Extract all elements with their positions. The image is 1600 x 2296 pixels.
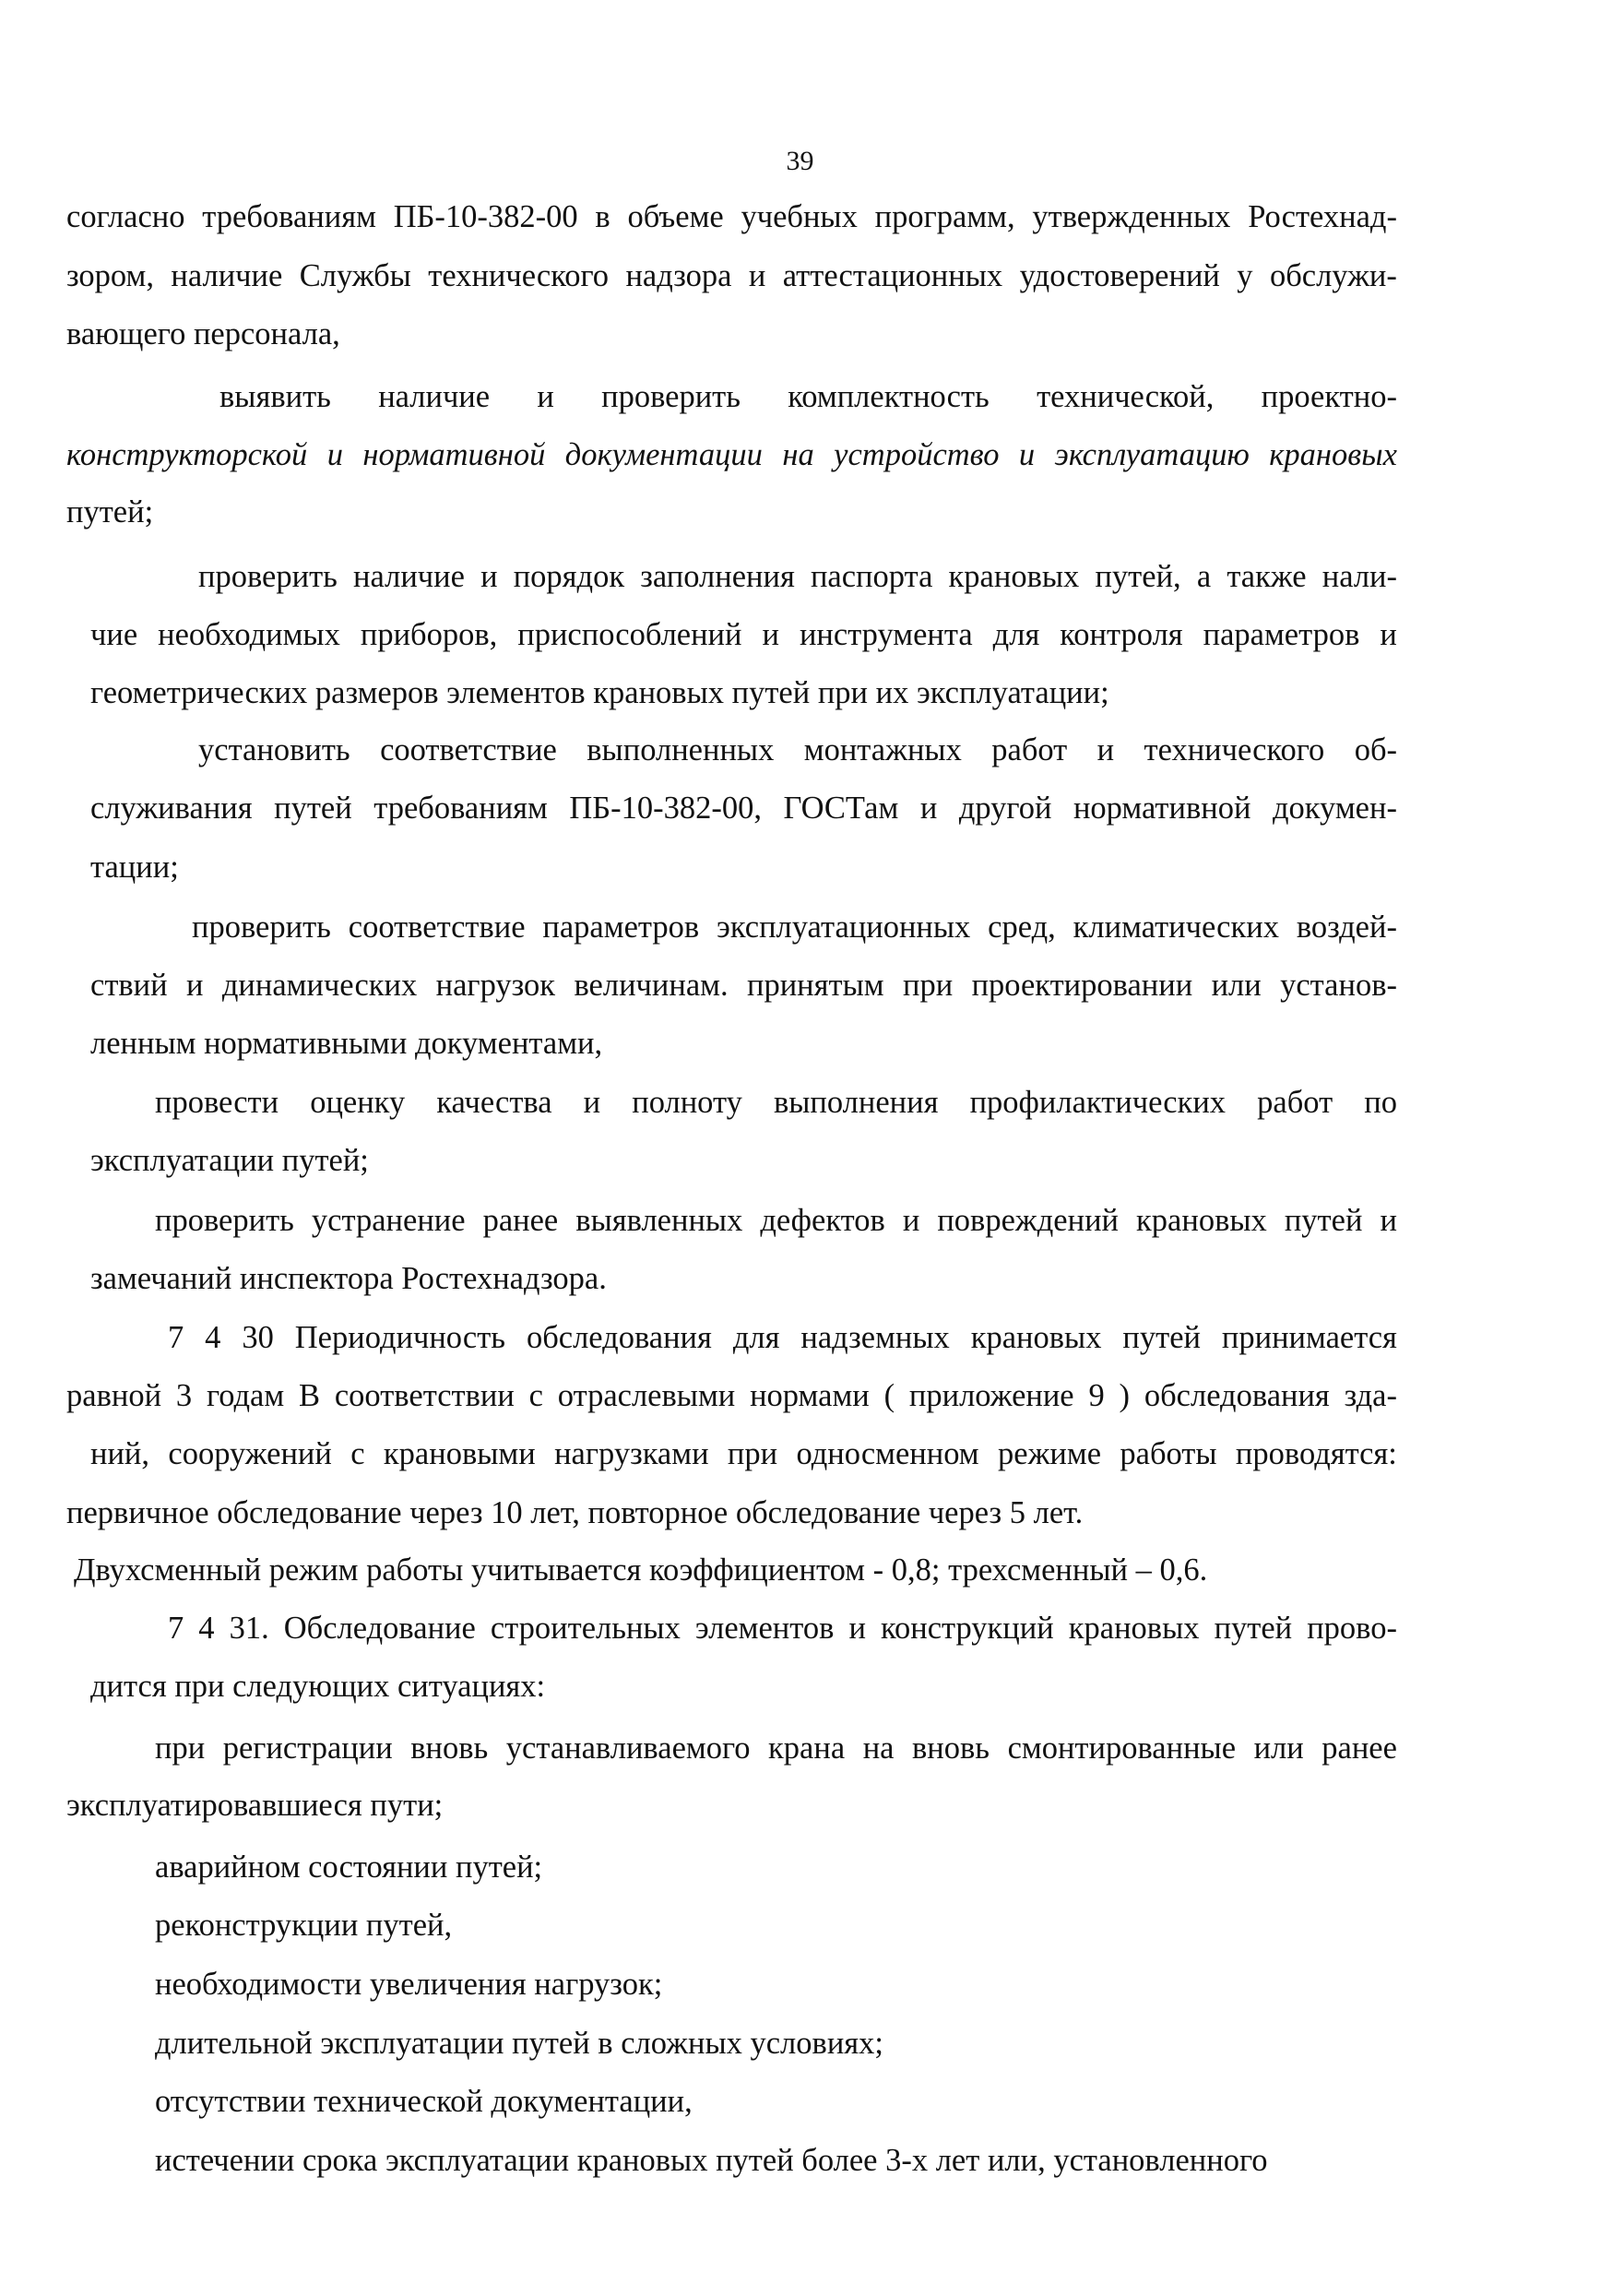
word: установ- <box>1280 968 1397 1003</box>
word: путей <box>1284 1203 1363 1238</box>
word: докумен- <box>1272 791 1397 826</box>
word: 4 <box>198 1611 215 1646</box>
text-line: ленным нормативными документами, <box>90 1026 603 1061</box>
text-line <box>90 790 1397 827</box>
word: Обследование <box>283 1611 476 1646</box>
word: надземных <box>800 1320 950 1355</box>
word: работы <box>1120 1436 1217 1471</box>
word: надзора <box>625 258 732 293</box>
word: односменном <box>796 1436 979 1471</box>
word: 9 <box>1088 1378 1105 1413</box>
word: путей, <box>1095 559 1181 594</box>
word: и <box>1380 617 1397 652</box>
text-line <box>155 1730 1397 1767</box>
word: путей <box>1122 1320 1201 1355</box>
word: выполнения <box>773 1085 939 1120</box>
text-line <box>90 1435 1397 1472</box>
word: и <box>583 1085 601 1120</box>
word: и <box>326 437 343 472</box>
word: режиме <box>998 1436 1102 1471</box>
word: ствий <box>90 968 168 1003</box>
word: величинам. <box>574 968 729 1003</box>
word: крановых <box>1136 1203 1267 1238</box>
word: путей <box>1214 1611 1293 1646</box>
word: ПБ-10-382-00 <box>393 199 578 234</box>
word: элементов <box>694 1611 835 1646</box>
word: монтажных <box>803 732 962 767</box>
word: и <box>902 1203 920 1238</box>
word: приборов, <box>360 617 498 652</box>
text-line: длительной эксплуатации путей в сложных условиях; <box>155 2026 883 2061</box>
word: вновь <box>912 1731 990 1766</box>
word: нормативной <box>1073 791 1251 826</box>
word: требованиям <box>373 791 548 826</box>
word: и <box>186 968 204 1003</box>
text-line <box>66 1377 1397 1414</box>
text-line: первичное обследование через 10 лет, повторное обследование через 5 лет. <box>66 1495 1084 1530</box>
word: Службы <box>299 258 411 293</box>
word: годам <box>206 1378 285 1413</box>
word: установить <box>198 732 350 767</box>
text-line: эксплуатации путей; <box>90 1143 369 1178</box>
word: а <box>1196 559 1212 594</box>
word: при <box>903 968 954 1003</box>
text-line: вающего персонала, <box>66 316 340 351</box>
word: ) <box>1119 1378 1131 1413</box>
word: учебных <box>741 199 858 234</box>
word: вновь <box>410 1731 489 1766</box>
word: проверить <box>198 559 338 594</box>
word: ранее <box>482 1203 559 1238</box>
word: для <box>732 1320 780 1355</box>
text-line <box>198 558 1397 595</box>
word: крановых <box>1068 1611 1200 1646</box>
word: параметров <box>542 910 700 945</box>
word: путей <box>274 791 352 826</box>
word: крана <box>768 1731 846 1766</box>
word: выявить <box>219 379 331 414</box>
word: с <box>350 1436 365 1471</box>
word: проектно- <box>1261 379 1397 414</box>
word: 7 <box>168 1611 184 1646</box>
word: зором, <box>66 258 154 293</box>
word: инструмента <box>799 617 973 652</box>
word: принятым <box>747 968 884 1003</box>
word: для <box>992 617 1040 652</box>
text-line <box>66 436 1397 473</box>
text-line: геометрических размеров элементов крановых путей при их эксплуатации; <box>90 675 1109 710</box>
word: ПБ-10-382-00, <box>569 791 762 826</box>
word: соответствие <box>348 910 526 945</box>
word: выявленных <box>575 1203 743 1238</box>
word: равной <box>66 1378 162 1413</box>
word: технической, <box>1037 379 1215 414</box>
text-line <box>219 378 1397 415</box>
text-line: необходимости увеличения нагрузок; <box>155 1967 663 2002</box>
word: на <box>862 1731 895 1766</box>
text-line <box>90 616 1397 653</box>
word: повреждений <box>937 1203 1120 1238</box>
word: чие <box>90 617 138 652</box>
word: 3 <box>175 1378 193 1413</box>
word: и <box>1380 1203 1397 1238</box>
text-line: Двухсменный режим работы учитывается коэффициентом - 0,8; трехсменный – 0,6. <box>74 1552 1208 1588</box>
word: требованиям <box>202 199 376 234</box>
text-line <box>198 732 1397 768</box>
word: климатических <box>1073 910 1279 945</box>
word: ( <box>883 1378 895 1413</box>
word: нормами <box>750 1378 870 1413</box>
word: служивания <box>90 791 253 826</box>
word: провести <box>155 1085 279 1120</box>
word: и <box>537 379 554 414</box>
text-line <box>168 1319 1397 1356</box>
word: соответствии <box>334 1378 515 1413</box>
word: оценку <box>310 1085 406 1120</box>
word: эксплуатацию <box>1054 437 1250 472</box>
word: крановых <box>948 559 1080 594</box>
word: проверить <box>192 910 331 945</box>
text-line: отсутствии технической документации, <box>155 2084 693 2119</box>
word: и <box>1096 732 1115 767</box>
word: с <box>528 1378 543 1413</box>
word: воздей- <box>1296 910 1397 945</box>
word: объеме <box>627 199 724 234</box>
word: заполнения <box>640 559 795 594</box>
word: другой <box>958 791 1052 826</box>
word: 7 <box>168 1320 184 1355</box>
word: работ <box>1257 1085 1333 1120</box>
word: согласно <box>66 199 185 234</box>
text-line: эксплуатировавшиеся пути; <box>66 1788 444 1823</box>
word: наличие <box>353 559 465 594</box>
word: порядок <box>513 559 625 594</box>
text-line <box>66 257 1397 294</box>
word: в <box>595 199 610 234</box>
word: у <box>1237 258 1253 293</box>
word: качества <box>436 1085 552 1120</box>
page-number: 39 <box>786 146 814 176</box>
word: устройство <box>834 437 1000 472</box>
word: В <box>299 1378 321 1413</box>
text-line <box>168 1610 1397 1647</box>
word: ранее <box>1321 1731 1397 1766</box>
word: параметров <box>1203 617 1360 652</box>
word: зда- <box>1344 1378 1397 1413</box>
word: наличие <box>171 258 283 293</box>
word: и <box>1018 437 1036 472</box>
word: регистрации <box>222 1731 393 1766</box>
word: приспособлений <box>517 617 742 652</box>
word: комплектность <box>788 379 990 414</box>
word: наличие <box>378 379 491 414</box>
word: сред, <box>988 910 1056 945</box>
word: нали- <box>1321 559 1397 594</box>
word: и <box>762 617 779 652</box>
word: нагрузками <box>554 1436 709 1471</box>
text-line: реконструкции путей, <box>155 1908 453 1943</box>
word: или <box>1253 1731 1304 1766</box>
word: ний, <box>90 1436 150 1471</box>
word: проверить <box>601 379 741 414</box>
word: прово- <box>1307 1611 1397 1646</box>
word: и <box>919 791 938 826</box>
word: приложение <box>908 1378 1074 1413</box>
word: конструкций <box>880 1611 1054 1646</box>
word: обслужи- <box>1269 258 1397 293</box>
word: нагрузок <box>435 968 556 1003</box>
text-line <box>90 967 1397 1004</box>
word: паспорта <box>810 559 933 594</box>
word: ГОСТам <box>783 791 899 826</box>
word: профилактических <box>969 1085 1227 1120</box>
word: программ, <box>874 199 1015 234</box>
word: принимается <box>1221 1320 1397 1355</box>
word: Ростехнад- <box>1248 199 1397 234</box>
text-line <box>192 909 1397 946</box>
word: эксплуатационных <box>717 910 971 945</box>
word: конструкторской <box>66 437 308 472</box>
word: динамических <box>221 968 418 1003</box>
word: крановыми <box>383 1436 536 1471</box>
word: крановых <box>1269 437 1397 472</box>
word: документации <box>564 437 763 472</box>
word: сооружений <box>168 1436 332 1471</box>
word: или <box>1211 968 1262 1003</box>
word: утвержденных <box>1032 199 1231 234</box>
word: отраслевыми <box>557 1378 736 1413</box>
word: технического <box>428 258 610 293</box>
word: аттестационных <box>782 258 1003 293</box>
word: также <box>1227 559 1307 594</box>
word: технического <box>1144 732 1325 767</box>
word: выполненных <box>587 732 775 767</box>
word: и <box>848 1611 866 1646</box>
word: при <box>155 1731 206 1766</box>
text-line: дится при следующих ситуациях: <box>90 1669 546 1704</box>
word: устранение <box>311 1203 466 1238</box>
text-line <box>155 1084 1397 1121</box>
word: 4 <box>205 1320 221 1355</box>
word: смонтированные <box>1007 1731 1237 1766</box>
word: крановых <box>970 1320 1102 1355</box>
word: дефектов <box>760 1203 885 1238</box>
word: работ <box>991 732 1068 767</box>
text-line: путей; <box>66 494 154 529</box>
text-line: аварийном состоянии путей; <box>155 1850 543 1885</box>
word: контроля <box>1060 617 1183 652</box>
word: на <box>782 437 814 472</box>
word: необходимых <box>158 617 340 652</box>
word: устанавливаемого <box>505 1731 751 1766</box>
word: соответствие <box>380 732 557 767</box>
text-line: тации; <box>90 850 179 885</box>
word: 31. <box>229 1611 269 1646</box>
word: Периодичность <box>294 1320 506 1355</box>
text-line <box>155 1202 1397 1239</box>
word: и <box>480 559 498 594</box>
text-line: замечаний инспектора Ростехнадзора. <box>90 1261 607 1296</box>
word: удостоверений <box>1019 258 1220 293</box>
word: 30 <box>242 1320 274 1355</box>
word: обследования <box>1144 1378 1330 1413</box>
word: нормативной <box>362 437 546 472</box>
word: при <box>727 1436 778 1471</box>
word: проектировании <box>971 968 1193 1003</box>
word: обследования <box>526 1320 712 1355</box>
text-line <box>66 198 1397 235</box>
word: полноту <box>632 1085 742 1120</box>
word: строительных <box>490 1611 681 1646</box>
word: по <box>1364 1085 1397 1120</box>
word: об- <box>1354 732 1397 767</box>
word: проверить <box>155 1203 294 1238</box>
word: и <box>748 258 766 293</box>
word: проводятся: <box>1235 1436 1397 1471</box>
text-line: истечении срока эксплуатации крановых путей более 3-х лет или, установленного <box>155 2143 1268 2178</box>
